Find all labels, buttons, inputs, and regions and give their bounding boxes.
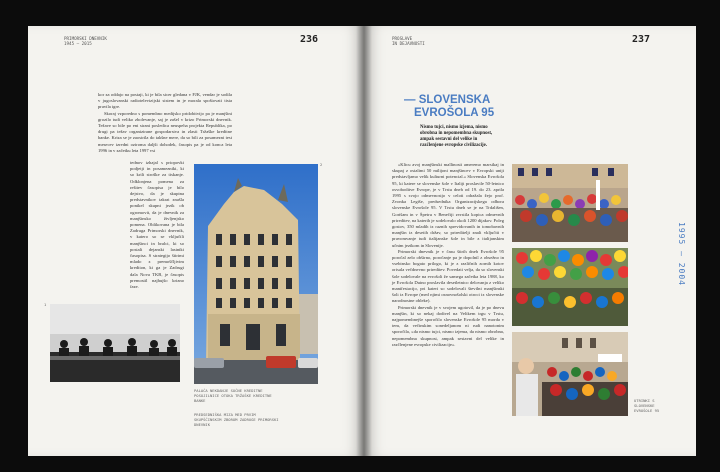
- meeting-photo-label: 1: [44, 302, 47, 307]
- gutter-shadow: [356, 26, 372, 456]
- section-title-line2: EVROŠOLA 95: [414, 107, 495, 119]
- left-paragraph-1: kor za oddajo na postaji, ki je bila sicer gledana v FJK, vendar je sodila v jugoslovanski radiotelevizijski sistem in je morala spoštovati tista pravila igre.: [98, 92, 232, 110]
- section-title: [404, 94, 494, 120]
- crowd-photo-1: [512, 164, 628, 242]
- building-photo-label: 2: [320, 162, 323, 167]
- left-running-head-line1: PRIMORSKI DNEVNIK: [64, 36, 107, 41]
- meeting-photo: [50, 304, 180, 382]
- crowd-photo-3: [512, 332, 628, 416]
- section-title-line1: — SLOVENSKA: [404, 94, 491, 106]
- left-page-number: 236: [300, 34, 319, 45]
- right-page: [364, 26, 696, 456]
- right-page-number: 237: [632, 34, 651, 45]
- left-running-head-line2: 1945 – 2015: [64, 41, 92, 46]
- photos-caption: UTRINKI S SLOVENSKE EVROŠOLE 95: [634, 398, 660, 413]
- right-running-head-line2: IN DEJAVNOSTI: [392, 41, 425, 46]
- right-body-text: [392, 162, 504, 348]
- right-running-head: [392, 36, 425, 46]
- meeting-caption: PREDSEDNIŠKA MIZA MED PRVIM SKUPŠČINSKIM ZBOROM ZADRUGE PRIMORSKI DNEVNIK: [194, 412, 279, 427]
- right-running-head-line1: PROSLAVE: [392, 36, 413, 41]
- right-paragraph-3: Primorski dnevnik je v svojem ugotovil, da je po dnevu manjšin, ki so nekaj dodivel na Velikem trgu v Trstu, najpomembnejše sporočilo slovenske Evrošole 95 morda v tem, da večinskim sonedeljanom ni rudi nanotonim sporočila, »da nismo tujci, nismo izjema, da nismo obrobna, nepomembna skupnost, ampak sestavni del velike in razčlenjene evropske civilizacije«.: [392, 304, 504, 347]
- right-paragraph-2: Primorski dnevnik je v času štirih dneh Evrošole 95 poročal zelo obširno, poročanje pa je dopolnil z obsežno in vsebinsko bogato prilogo, ki je z različnih zornih kotov orisala večdnevno prireditev. Povedati velja, da so slovenski šole sodelovale na evrošoli že samega začetka leta 1988, ko je Evrošola Duino proslavila desetletnico delovanja z veliko manifestacijo, pri kateri so sodelovali številni manjšinski šoli iz Evrope (med njimi osnovnošolski otroci iz slovenske narodnostne obleke).: [392, 248, 504, 304]
- crowd-photo-2: [512, 248, 628, 326]
- left-paragraph-2: Skoraj vzporedno s pomembno medijsko pridobitvijo pa je manjšini grozilo tudi veliko zbolevanje, saj je zašel v krizo Primorski dnevnik. Težave so bile po eni strani posledica neuspeha projekta Republika, po drugi pa težav organizirane gospodarstva in zlasti Tržaške kreditne banke. Kriza se je zaostrila do takšne mere, da so bili za posamezni test mesecev izredni oziroma daljši dohodek, časopis pa je od konca leta 1996 in v začetku leta 1997 vsi: [98, 110, 232, 153]
- right-paragraph-1: »Klicu avoj manjšinski mallinosti ameremo marsikaj in skupaj z ostalimi 50 milijoni manjšincev v Evropski uniji predstavljamo velik kulturni potencial.« Slovenska Evrošola 95, ki katere se slovenske šole v Italiji proslavile 50-letnico osvoboditve Evrope, je v Trstu dneh od 19. do 23. aprila 1995 s svojo odmevnostjo v celoti odražala žejo prof. Zvonka Legiše, predsednika Organizacijskega odbora slovenske Evrošole 95. V Trstu dneh se je na Trdališen, Gorišam in v Špetru v Benečiji zvrstila kopica odmevnih prireditev, na katerih je sodelovalo okoli 1200 dijakov. Poleg gostov, 350 mladih iz raznih sprevidovanih in tomobavnih manjšin iz desetih držav, so prireditelji znali vključiti v pravomvanje tudi italijanske šole in bile z italijanskim učnim jezikom in Slovenije.: [392, 162, 504, 248]
- building-photo: [194, 164, 318, 384]
- left-page: [28, 26, 364, 456]
- left-body-text-narrow: tednov izhajal s priopovki podjetji in posamezniki, ki so krili stroške za tiskanje. Odklonjena pomena za rešitev časopisa je bilo dejstvo, da je skupina predstavnikov takrat znašla ponikel skupni jezik ob ogromovit, da je dnevnik za manjšinsko življenjsko pomena. Oblikovana je bila Zadruga Primorski dnevnik, v katero so se vključili manjšinci in bralci, ki so postali dejanski lastniki časopisa. S strategijo štirimi mlado z premoščljivim krediton, ki ga je Zadrugi dala Nova TKB, je časopis premostil najhujšo krizno faze.: [130, 160, 184, 290]
- left-running-head: [64, 36, 107, 46]
- left-body-text: [98, 92, 232, 154]
- lead-text: Nismo tujci, nismo izjema, nismo obrobna in nepomembna skupnost, ampak sestavni del velike in razčlenjene evropske civilizacije.: [420, 125, 493, 148]
- years-vertical: 1995 — 2004: [677, 222, 686, 286]
- building-caption: PALAČA NEKDANJE SOČNE KREDITNE POSOJILNICE OTOKA TRŽAŠKE KREDITNE BANKE: [194, 388, 272, 403]
